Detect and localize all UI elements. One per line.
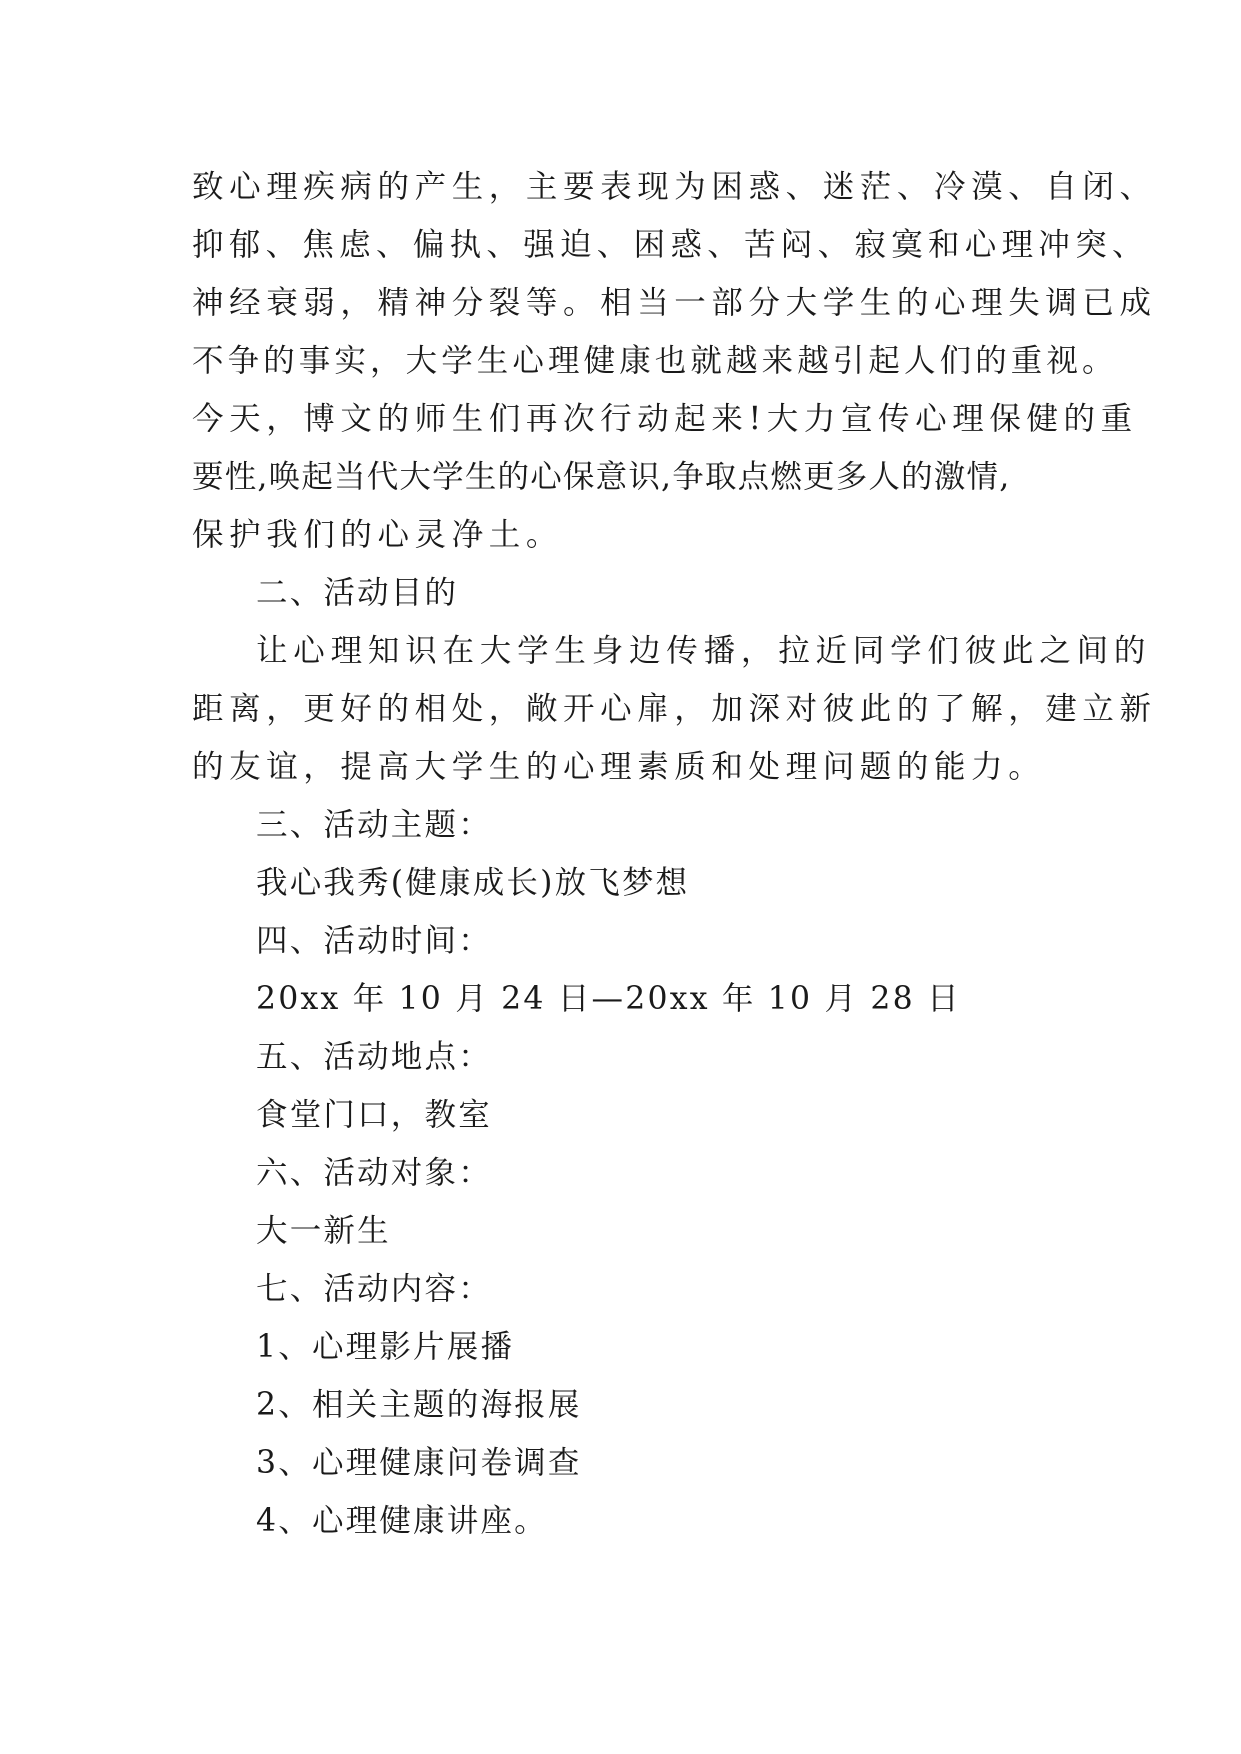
list-item: 4、心理健康讲座。 — [256, 1503, 548, 1539]
paragraph-line: 距离，更好的相处，敞开心扉，加深对彼此的了解，建立新 — [192, 691, 1157, 727]
paragraph-line: 神经衰弱，精神分裂等。相当一部分大学生的心理失调已成 — [192, 285, 1157, 321]
audience-text: 大一新生 — [256, 1213, 391, 1249]
purpose-paragraph — [192, 622, 1157, 796]
theme-text: 我心我秀(健康成长)放飞梦想 — [256, 865, 690, 901]
section-heading-content: 七、活动内容： — [256, 1271, 492, 1307]
paragraph-line: 的友谊，提高大学生的心理素质和处理问题的能力。 — [192, 749, 1046, 785]
paragraph-line: 不争的事实，大学生心理健康也就越来越引起人们的重视。 — [192, 343, 1118, 379]
paragraph-line: 要性,唤起当代大学生的心保意识,争取点燃更多人的激情, — [192, 459, 1011, 495]
time-text: 20xx 年 10 月 24 日—20xx 年 10 月 28 日 — [256, 981, 961, 1017]
section-heading-theme: 三、活动主题： — [256, 807, 492, 843]
paragraph-line: 致心理疾病的产生，主要表现为困惑、迷茫、冷漠、自闭、 — [192, 169, 1157, 205]
section-heading-time: 四、活动时间： — [256, 923, 492, 959]
section-heading-purpose: 二、活动目的 — [256, 575, 459, 611]
list-item: 2、相关主题的海报展 — [256, 1387, 582, 1423]
paragraph-line: 今天，博文的师生们再次行动起来!大力宣传心理保健的重 — [192, 401, 1138, 437]
section-heading-location: 五、活动地点： — [256, 1039, 492, 1075]
section-heading-audience: 六、活动对象： — [256, 1155, 492, 1191]
intro-paragraph — [192, 158, 1157, 564]
paragraph-line: 抑郁、焦虑、偏执、强迫、困惑、苦闷、寂寞和心理冲突、 — [192, 227, 1149, 263]
document-body — [192, 158, 1157, 1550]
location-text: 食堂门口，教室 — [256, 1097, 492, 1133]
list-item: 1、心理影片展播 — [256, 1329, 515, 1365]
paragraph-line: 让心理知识在大学生身边传播，拉近同学们彼此之间的 — [256, 633, 1152, 669]
paragraph-line: 保护我们的心灵净土。 — [192, 517, 564, 553]
list-item: 3、心理健康问卷调查 — [256, 1445, 582, 1481]
